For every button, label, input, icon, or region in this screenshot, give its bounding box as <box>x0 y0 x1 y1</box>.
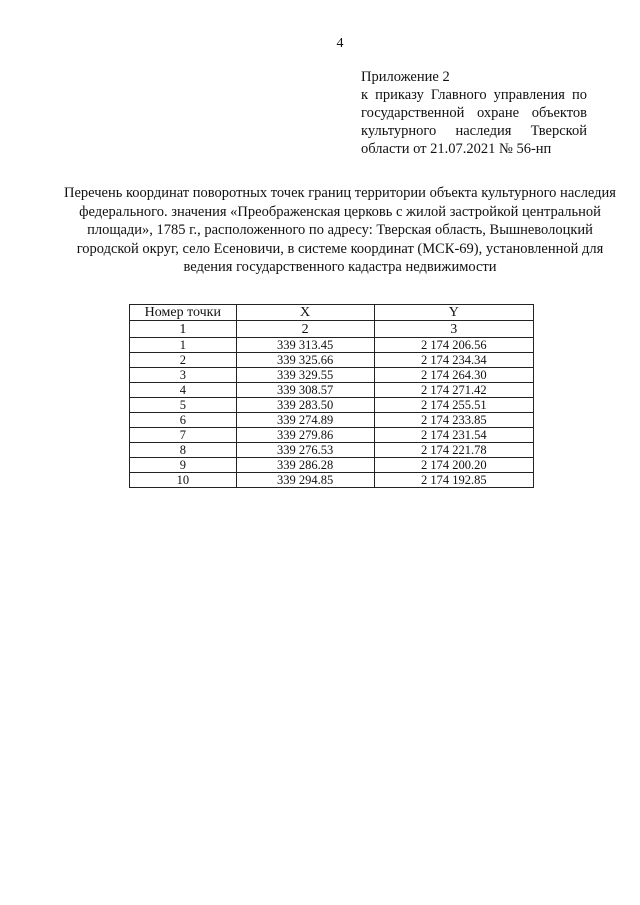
table-row <box>130 338 534 353</box>
point-number-cell: 6 <box>130 413 237 428</box>
x-cell: 339 276.53 <box>236 443 374 458</box>
x-cell: 339 283.50 <box>236 398 374 413</box>
y-cell: 2 174 233.85 <box>374 413 533 428</box>
x-cell: 339 313.45 <box>236 338 374 353</box>
y-cell: 2 174 234.34 <box>374 353 533 368</box>
y-cell: 2 174 255.51 <box>374 398 533 413</box>
x-cell: 339 274.89 <box>236 413 374 428</box>
coordinates-table <box>129 304 534 488</box>
y-cell: 2 174 192.85 <box>374 473 533 488</box>
page-number: 4 <box>336 36 344 51</box>
point-number-cell: 10 <box>130 473 237 488</box>
table-body <box>130 321 534 488</box>
y-cell: 2 174 206.56 <box>374 338 533 353</box>
point-number-cell: 7 <box>130 428 237 443</box>
appendix-title: Приложение 2 <box>361 69 450 85</box>
y-cell: 2 174 221.78 <box>374 443 533 458</box>
table-row <box>130 443 534 458</box>
x-cell: 339 308.57 <box>236 383 374 398</box>
x-cell: 339 329.55 <box>236 368 374 383</box>
column-number-1: 1 <box>130 321 237 338</box>
point-number-cell: 3 <box>130 368 237 383</box>
x-cell: 339 294.85 <box>236 473 374 488</box>
y-cell: 2 174 271.42 <box>374 383 533 398</box>
y-cell: 2 174 200.20 <box>374 458 533 473</box>
table-row <box>130 413 534 428</box>
table-row <box>130 428 534 443</box>
appendix-block <box>361 68 587 158</box>
column-number-row <box>130 321 534 338</box>
y-cell: 2 174 264.30 <box>374 368 533 383</box>
point-number-cell: 1 <box>130 338 237 353</box>
header-y: Y <box>374 305 533 321</box>
y-cell: 2 174 231.54 <box>374 428 533 443</box>
point-number-cell: 9 <box>130 458 237 473</box>
header-x: X <box>236 305 374 321</box>
column-number-3: 3 <box>374 321 533 338</box>
header-point-number: Номер точки <box>130 305 237 321</box>
table-row <box>130 383 534 398</box>
point-number-cell: 2 <box>130 353 237 368</box>
point-number-cell: 8 <box>130 443 237 458</box>
table-row <box>130 368 534 383</box>
column-number-2: 2 <box>236 321 374 338</box>
table-row <box>130 473 534 488</box>
appendix-text: к приказу Главного управления по государственной охране объектов культурного наследия Тверской области от 21.07.2021 № 56-нп <box>361 87 587 157</box>
table-row <box>130 458 534 473</box>
table-row <box>130 398 534 413</box>
table-header-row <box>130 305 534 321</box>
point-number-cell: 4 <box>130 383 237 398</box>
point-number-cell: 5 <box>130 398 237 413</box>
x-cell: 339 325.66 <box>236 353 374 368</box>
table-row <box>130 353 534 368</box>
document-heading: Перечень координат поворотных точек границ территории объекта культурного наследия федерального. значения «Преображенская церковь с жилой застройкой центральной площади», 1785 г., расположенного по адресу: Тверская область, Вышневолоцкий городской округ, село Есеновичи, в системе координат (МСК-69), установленной для ведения государственного кадастра недвижимости <box>64 185 616 275</box>
x-cell: 339 286.28 <box>236 458 374 473</box>
x-cell: 339 279.86 <box>236 428 374 443</box>
